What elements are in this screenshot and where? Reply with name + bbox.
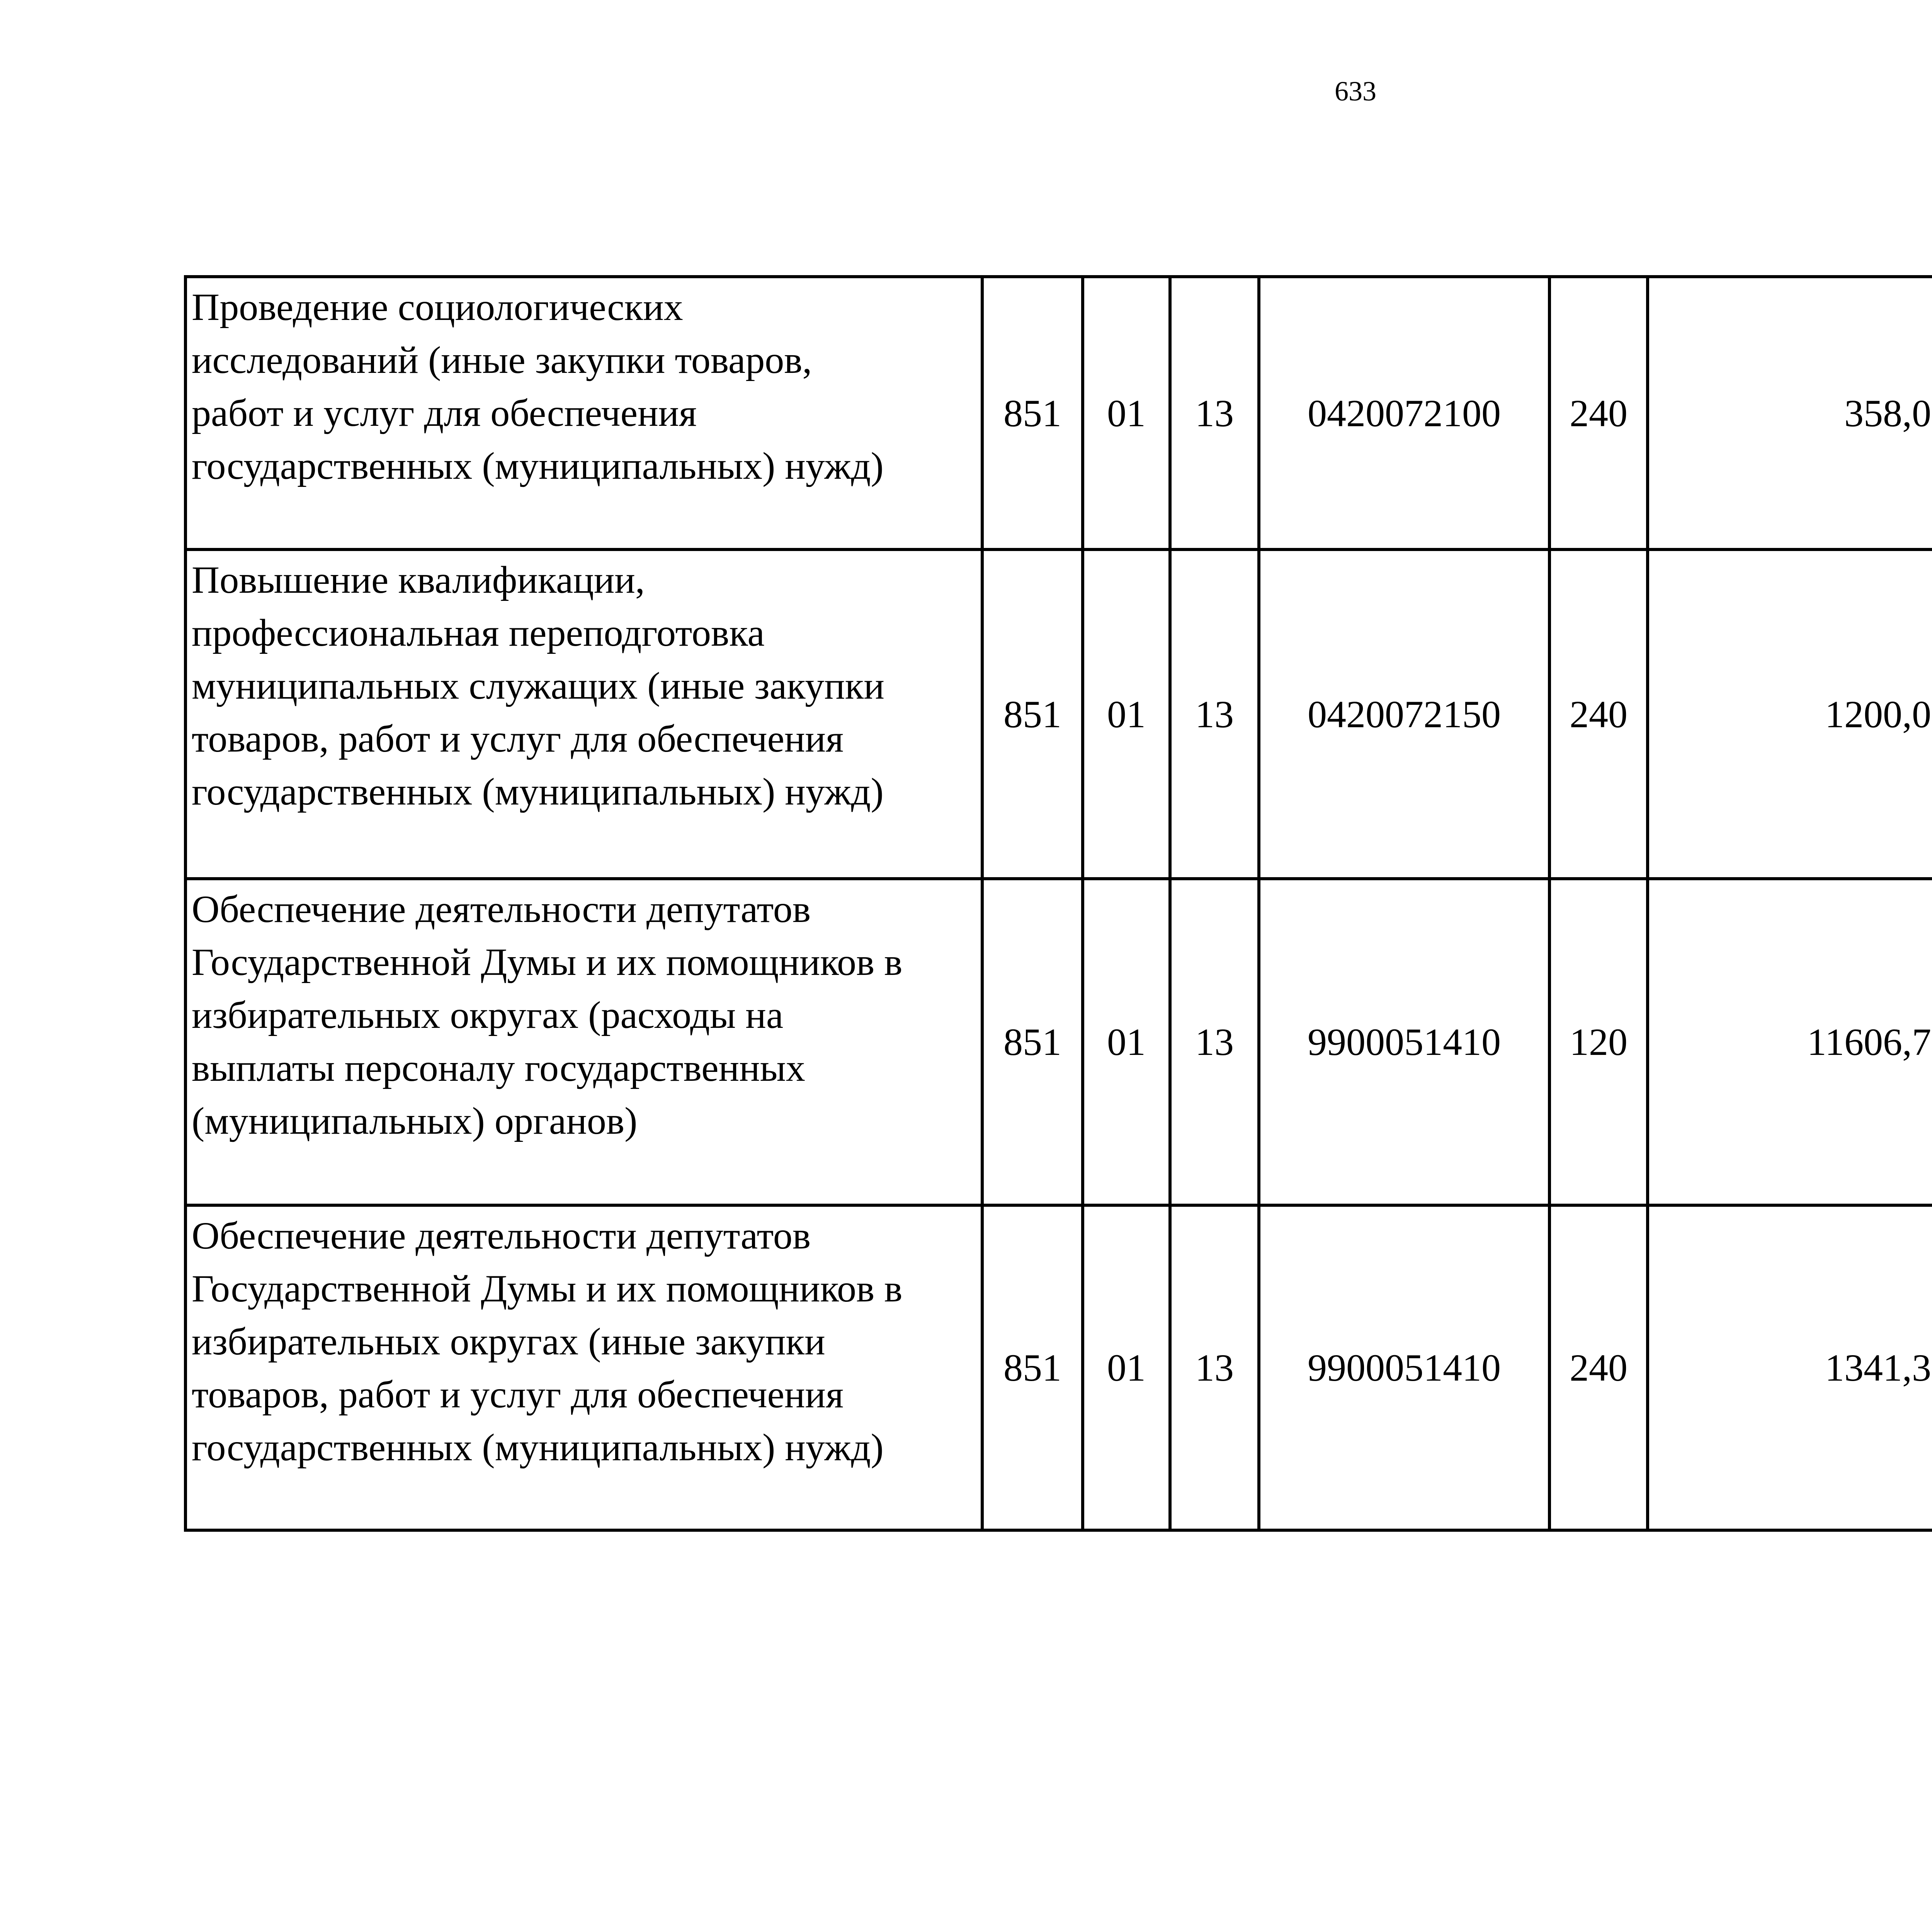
section-code-cell: 01 [1083,277,1170,549]
table-row [185,879,1932,1205]
description-line: исследований (иные закупки товаров, [192,338,812,381]
description-line: государственных (муниципальных) нужд) [192,770,884,813]
description-line: муниципальных служащих (иные закупки [192,664,884,707]
subsection-code-cell: 13 [1170,879,1259,1205]
description-line: государственных (муниципальных) нужд) [192,1426,884,1469]
target-article-cell: 9900051410 [1259,1205,1549,1530]
description-cell [185,1205,982,1530]
amount-1-cell: 11606,7 [1648,879,1932,1205]
description-line: товаров, работ и услуг для обеспечения [192,1373,844,1416]
description-line: Обеспечение деятельности депутатов [192,1214,811,1257]
description-line: работ и услуг для обеспечения [192,391,697,434]
description-line: выплаты персоналу государственных [192,1046,805,1089]
page-number: 633 [1335,76,1376,107]
description-line: избирательных округах (иные закупки [192,1320,825,1363]
ministry-code-cell: 851 [982,549,1083,879]
section-code-cell: 01 [1083,549,1170,879]
description-line: Государственной Думы и их помощников в [192,941,903,983]
target-article-cell: 0420072100 [1259,277,1549,549]
table-row [185,1205,1932,1530]
table-row [185,549,1932,879]
expense-type-cell: 240 [1549,1205,1648,1530]
description-line: государственных (муниципальных) нужд) [192,444,884,487]
target-article-cell: 9900051410 [1259,879,1549,1205]
subsection-code-cell: 13 [1170,277,1259,549]
description-cell [185,277,982,549]
description-line: (муниципальных) органов) [192,1099,638,1142]
description-line: Повышение квалификации, [192,558,645,601]
table-row [185,277,1932,549]
target-article-cell: 0420072150 [1259,549,1549,879]
subsection-code-cell: 13 [1170,549,1259,879]
section-code-cell: 01 [1083,1205,1170,1530]
description-line: Проведение социологических [192,286,683,328]
description-cell [185,879,982,1205]
description-line: профессиональная переподготовка [192,611,765,654]
expense-type-cell: 240 [1549,549,1648,879]
description-line: Государственной Думы и их помощников в [192,1267,903,1310]
description-line: избирательных округах (расходы на [192,993,784,1036]
description-line: Обеспечение деятельности депутатов [192,888,811,930]
budget-table [184,275,1932,1532]
description-line: товаров, работ и услуг для обеспечения [192,717,844,760]
ministry-code-cell: 851 [982,277,1083,549]
description-cell [185,549,982,879]
ministry-code-cell: 851 [982,879,1083,1205]
subsection-code-cell: 13 [1170,1205,1259,1530]
amount-1-cell: 1341,3 [1648,1205,1932,1530]
amount-1-cell: 1200,0 [1648,549,1932,879]
amount-1-cell: 358,0 [1648,277,1932,549]
expense-type-cell: 120 [1549,879,1648,1205]
section-code-cell: 01 [1083,879,1170,1205]
expense-type-cell: 240 [1549,277,1648,549]
ministry-code-cell: 851 [982,1205,1083,1530]
